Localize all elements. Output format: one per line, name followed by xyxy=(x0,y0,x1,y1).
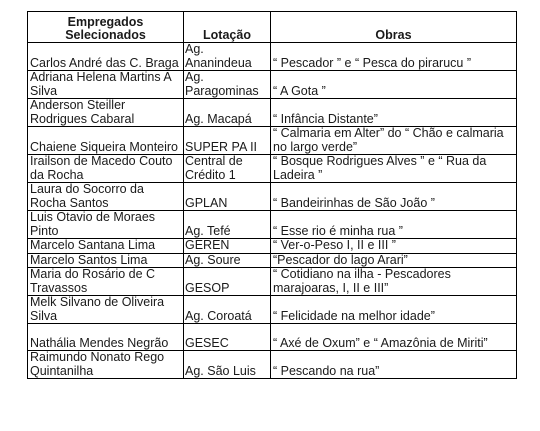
cell-name: Nathália Mendes Negrão xyxy=(28,324,184,351)
cell-obras: “ Infância Distante” xyxy=(271,99,517,127)
table-row xyxy=(28,351,517,379)
cell-lotacao: GESOP xyxy=(184,268,271,296)
header-empregados: Empregados Selecionados xyxy=(28,12,184,43)
table-row xyxy=(28,183,517,211)
cell-lotacao: GPLAN xyxy=(184,183,271,211)
cell-obras: “ A Gota ” xyxy=(271,71,517,99)
cell-obras: “Pescador do lago Arari” xyxy=(271,253,517,268)
cell-lotacao: Ag. São Luis xyxy=(184,351,271,379)
cell-name: Laura do Socorro da Rocha Santos xyxy=(28,183,184,211)
selection-table xyxy=(27,11,517,379)
cell-name: Anderson Steiller Rodrigues Cabaral xyxy=(28,99,184,127)
cell-obras: “ Axé de Oxum” e “ Amazônia de Miriti” xyxy=(271,324,517,351)
cell-lotacao: Ag. Paragominas xyxy=(184,71,271,99)
cell-obras: “ Cotidiano na ilha - Pescadores marajoaras, I, II e III” xyxy=(271,268,517,296)
cell-obras: “ Esse rio é minha rua ” xyxy=(271,211,517,239)
cell-obras: “ Felicidade na melhor idade” xyxy=(271,296,517,324)
table-row xyxy=(28,211,517,239)
table-row xyxy=(28,324,517,351)
cell-name: Marcelo Santos Lima xyxy=(28,253,184,268)
cell-lotacao: Ag. Ananindeua xyxy=(184,43,271,71)
cell-obras: “ Ver-o-Peso I, II e III ” xyxy=(271,239,517,254)
cell-name: Marcelo Santana Lima xyxy=(28,239,184,254)
cell-name: Maria do Rosário de C Travassos xyxy=(28,268,184,296)
table-row xyxy=(28,43,517,71)
table-header-row xyxy=(28,12,517,43)
cell-obras: “ Bosque Rodrigues Alves ” e “ Rua da Ladeira ” xyxy=(271,155,517,183)
table-row xyxy=(28,99,517,127)
table-row xyxy=(28,71,517,99)
cell-lotacao: Ag. Tefé xyxy=(184,211,271,239)
table-row xyxy=(28,268,517,296)
cell-obras: “ Bandeirinhas de São João ” xyxy=(271,183,517,211)
table-row xyxy=(28,239,517,254)
cell-name: Chaiene Siqueira Monteiro xyxy=(28,127,184,155)
cell-lotacao: Ag. Coroatá xyxy=(184,296,271,324)
table-row xyxy=(28,155,517,183)
cell-name: Melk Silvano de Oliveira Silva xyxy=(28,296,184,324)
cell-name: Carlos André das C. Braga xyxy=(28,43,184,71)
cell-lotacao: Ag. Macapá xyxy=(184,99,271,127)
cell-name: Irailson de Macedo Couto da Rocha xyxy=(28,155,184,183)
cell-lotacao: Central de Crédito 1 xyxy=(184,155,271,183)
cell-obras: “ Calmaria em Alter” do “ Chão e calmaria no largo verde” xyxy=(271,127,517,155)
table-row xyxy=(28,253,517,268)
header-lotacao: Lotação xyxy=(184,12,271,43)
cell-lotacao: GEREN xyxy=(184,239,271,254)
cell-name: Raimundo Nonato Rego Quintanilha xyxy=(28,351,184,379)
cell-obras: “ Pescando na rua” xyxy=(271,351,517,379)
cell-lotacao: GESEC xyxy=(184,324,271,351)
table-row xyxy=(28,296,517,324)
cell-lotacao: SUPER PA II xyxy=(184,127,271,155)
cell-obras: “ Pescador ” e “ Pesca do pirarucu ” xyxy=(271,43,517,71)
cell-lotacao: Ag. Soure xyxy=(184,253,271,268)
cell-name: Luis Otavio de Moraes Pinto xyxy=(28,211,184,239)
cell-name: Adriana Helena Martins A Silva xyxy=(28,71,184,99)
header-obras: Obras xyxy=(271,12,517,43)
table-row xyxy=(28,127,517,155)
